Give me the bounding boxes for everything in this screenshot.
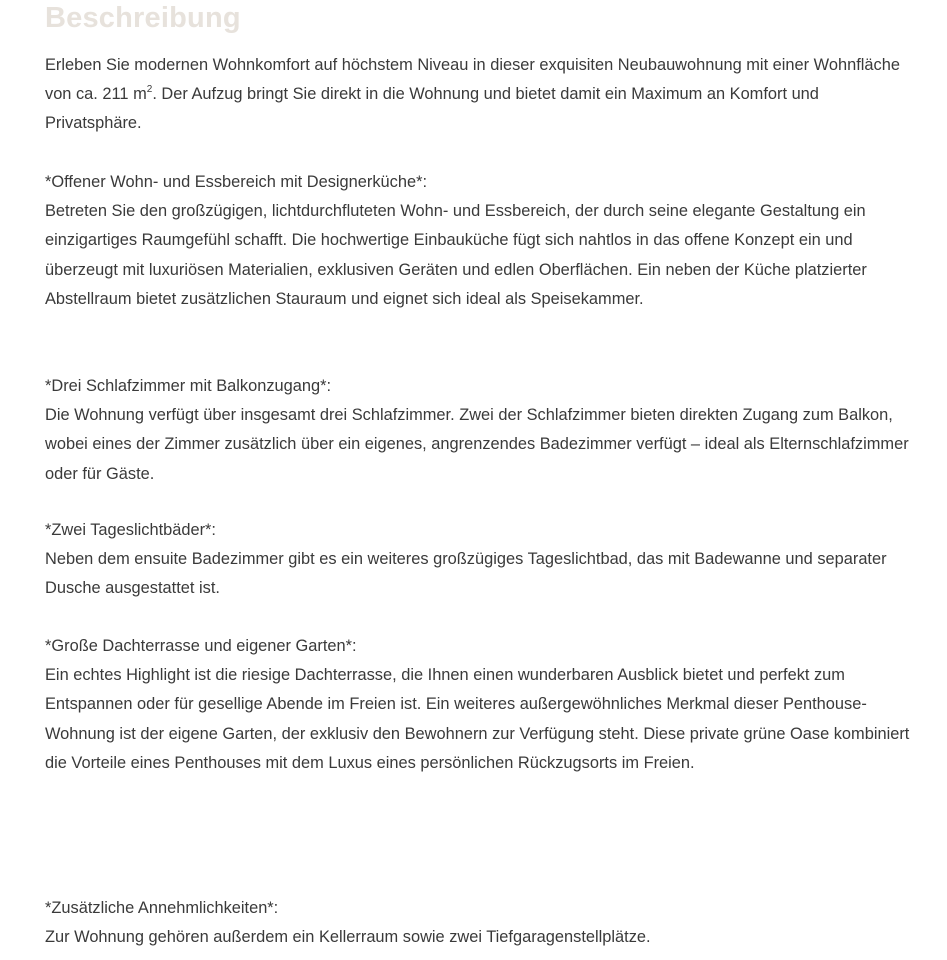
feature-heading: *Große Dachterrasse und eigener Garten*: (45, 637, 357, 655)
feature-heading: *Zwei Tageslichtbäder*: (45, 521, 216, 539)
description-panel (45, 0, 915, 960)
feature-body: Neben dem ensuite Badezimmer gibt es ein weiteres großzügiges Tageslichtbad, das mit Badewanne und separater Dusche ausgestattet ist. (45, 550, 887, 598)
intro-text-after: . Der Aufzug bringt Sie direkt in die Wohnung und bietet damit ein Maximum an Komfort und Privatsphäre. (45, 85, 819, 133)
feature-body: Ein echtes Highlight ist die riesige Dachterrasse, die Ihnen einen wunderbaren Ausblick bietet und perfekt zum Entspannen oder für gesellige Abende im Freien ist. Ein weiteres außergewöhnliches Merkmal dieser Penthouse-Wohnung ist der eigene Garten, der exklusiv den Bewohnern zur Verfügung steht. Diese private grüne Oase kombiniert die Vorteile eines Penthouses mit dem Luxus eines persönlichen Rückzugsorts im Freien. (45, 666, 910, 772)
feature-section-amenities (45, 894, 915, 952)
intro-text (45, 51, 915, 139)
feature-heading: *Offener Wohn- und Essbereich mit Designerküche*: (45, 173, 428, 191)
feature-heading: *Zusätzliche Annehmlichkeiten*: (45, 899, 279, 917)
feature-section-bedrooms (45, 372, 915, 489)
feature-body: Betreten Sie den großzügigen, lichtdurchfluteten Wohn- und Essbereich, der durch seine elegante Gestaltung ein einzigartiges Raumgefühl schafft. Die hochwertige Einbauküche fügt sich nahtlos in das offene Konzept ein und überzeugt mit luxuriösen Materialien, exklusiven Geräten und edlen Oberflächen. Ein neben der Küche platzierter Abstellraum bietet zusätzlichen Stauraum und eignet sich ideal als Speisekammer. (45, 202, 867, 308)
section-title: Beschreibung (45, 2, 241, 34)
intro-text-before: Erleben Sie modernen Wohnkomfort auf höchstem Niveau in dieser exquisiten Neubauwohnung mit einer Wohnfläche von ca. 211 m (45, 56, 900, 104)
feature-heading: *Drei Schlafzimmer mit Balkonzugang*: (45, 377, 332, 395)
feature-body: Zur Wohnung gehören außerdem ein Kellerraum sowie zwei Tiefgaragenstellplätze. (45, 928, 651, 947)
feature-section-bathrooms (45, 516, 915, 604)
feature-body: Die Wohnung verfügt über insgesamt drei Schlafzimmer. Zwei der Schlafzimmer bieten direkten Zugang zum Balkon, wobei eines der Zimmer zusätzlich über ein eigenes, angrenzendes Badezimmer verfügt – ideal als Elternschlafzimmer oder für Gäste. (45, 406, 909, 483)
intro-paragraph (45, 51, 915, 139)
feature-section-terrace-garden (45, 632, 915, 778)
area-unit-superscript: 2 (146, 84, 153, 96)
feature-section-living-dining (45, 168, 915, 314)
